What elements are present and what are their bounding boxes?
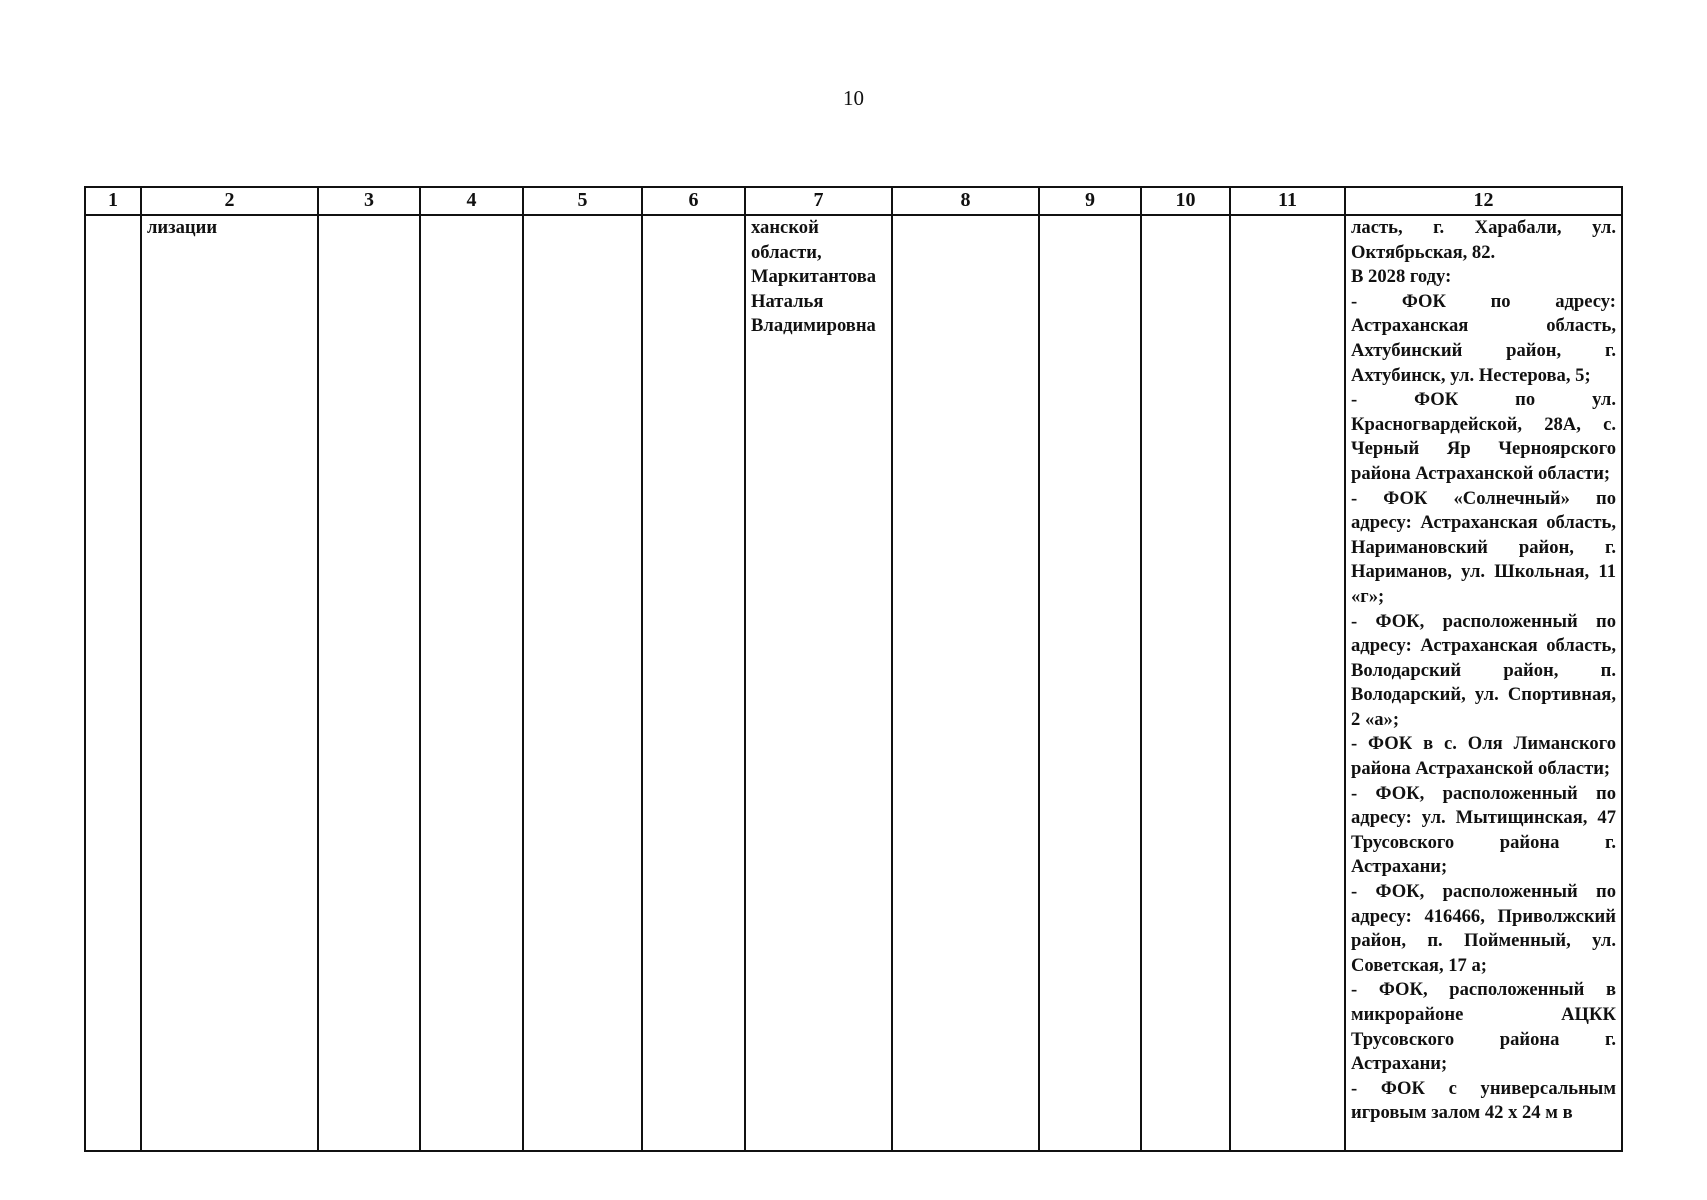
cell-col-5 [523,215,642,1151]
data-table [84,186,1623,1152]
text-line: В 2028 году: [1351,266,1452,288]
column-header-3: 3 [318,187,420,215]
cell-col-11 [1230,215,1345,1151]
text-line: - ФОК «Солнечный» по адресу: Астраханская область, Наримановский район, г. Нариманов, ул. Школьная, 11 «г»; [1351,487,1616,607]
cell-col-1 [85,215,141,1151]
cell-col-9 [1039,215,1141,1151]
column-header-11: 11 [1230,187,1345,215]
text-line: - ФОК, расположенный по адресу: Астраханская область, Володарский район, п. Володарский, ул. Спортивная, 2 «а»; [1351,610,1616,730]
cell-col-6 [642,215,745,1151]
column-header-9: 9 [1039,187,1141,215]
text-line: - ФОК, расположенный в микрорайоне АЦКК Трусовского района г. Астрахани; [1351,979,1616,1075]
cell-col-7 [745,215,892,1151]
cell-text-col-2: лизации [147,217,218,238]
column-header-6: 6 [642,187,745,215]
column-header-7: 7 [745,187,892,215]
column-header-4: 4 [420,187,523,215]
cell-col-12 [1345,215,1622,1151]
column-header-8: 8 [892,187,1039,215]
text-line: - ФОК по ул. Красногвардейской, 28А, с. Черный Яр Черноярского района Астраханской области; [1351,389,1616,484]
column-header-1: 1 [85,187,141,215]
column-header-2: 2 [141,187,318,215]
text-line: - ФОК по адресу: Астраханская область, Ахтубинский район, г. Ахтубинск, ул. Нестерова, 5; [1351,290,1616,386]
column-header-5: 5 [523,187,642,215]
column-header-12: 12 [1345,187,1622,215]
text-line: - ФОК в с. Оля Лиманского района Астраханской области; [1351,733,1616,780]
cell-col-3 [318,215,420,1151]
page-number: 10 [843,86,864,110]
cell-col-10 [1141,215,1230,1151]
table-row [85,215,1622,1151]
text-line: ласть, г. Харабали, ул. Октябрьская, 82. [1351,217,1616,263]
cell-col-8 [892,215,1039,1151]
text-line: - ФОК с универсальным игровым залом 42 х 24 м в [1351,1077,1616,1124]
cell-col-4 [420,215,523,1151]
text-line: - ФОК, расположенный по адресу: 416466, Приволжский район, п. Пойменный, ул. Советская, 17 а; [1351,881,1616,976]
cell-col-2 [141,215,318,1151]
cell-text-col-12 [1351,216,1616,1126]
text-line: - ФОК, расположенный по адресу: ул. Мытищинская, 47 Трусовского района г. Астрахани; [1351,782,1616,878]
cell-text-col-7: ханской области, Маркитантова Наталья Владимировна [751,217,877,337]
column-header-10: 10 [1141,187,1230,215]
column-number-row [85,187,1622,215]
